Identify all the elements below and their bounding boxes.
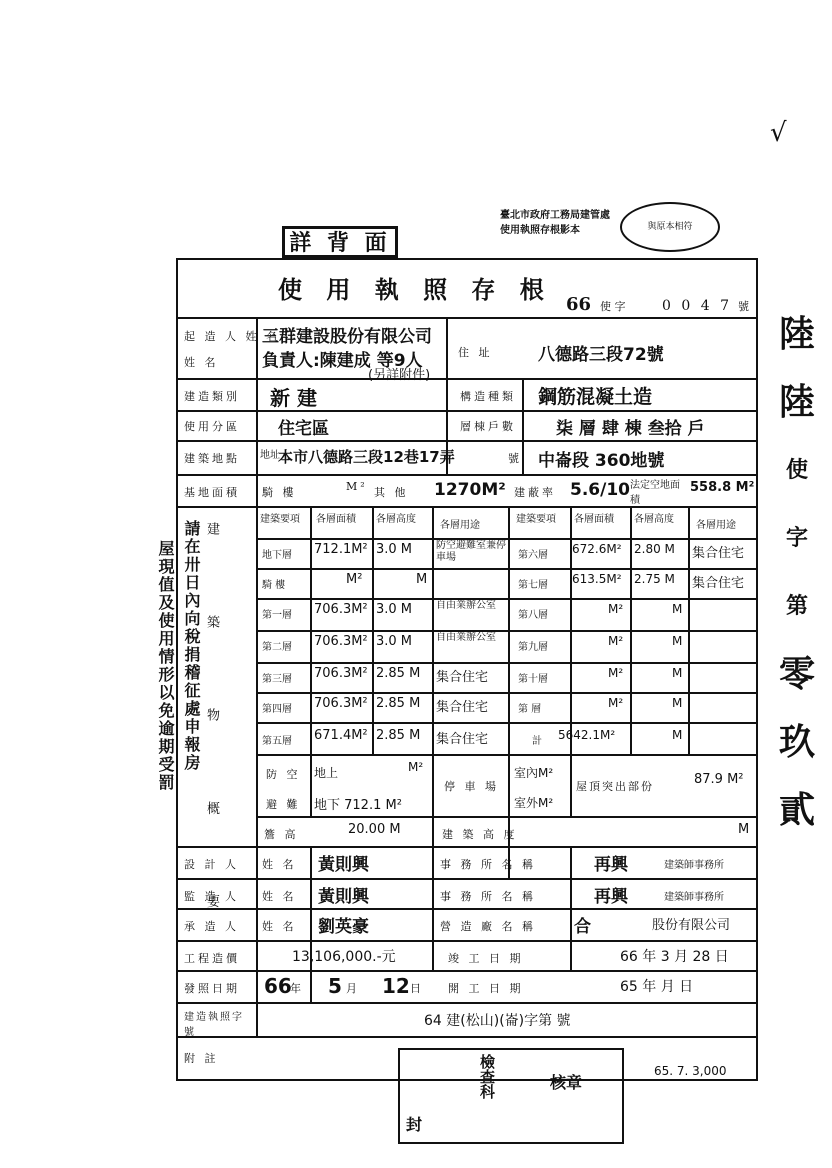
issue-year: 66 bbox=[264, 974, 292, 998]
right-char: 第 bbox=[785, 593, 808, 619]
note-label: 附 註 bbox=[184, 1052, 219, 1065]
inspection-stamp: 檢查科 bbox=[478, 1054, 496, 1099]
floor-area: 613.5M² bbox=[572, 572, 622, 586]
shelter-label-2: 避 難 bbox=[266, 798, 301, 811]
completion-date-label: 竣 工 日 期 bbox=[448, 952, 524, 965]
floor-name: 第十層 bbox=[518, 674, 548, 685]
owner-label: 起 造 人 姓 名 bbox=[184, 330, 280, 343]
cost-value: 13,106,000.-元 bbox=[292, 949, 396, 965]
zone-value: 住宅區 bbox=[278, 419, 329, 439]
build-permit-label: 建造執照字 號 bbox=[184, 1012, 244, 1038]
floor-height: 2.85 M bbox=[376, 666, 421, 681]
floor-area: 706.3M² bbox=[314, 602, 368, 617]
start-date-value: 65 年 月 日 bbox=[620, 979, 694, 995]
header-item: 建築要項 bbox=[260, 514, 300, 525]
form-code: 65. 7. 3,000 bbox=[654, 1064, 727, 1078]
parking-label: 停 車 場 bbox=[444, 780, 499, 793]
roof-projection-label: 屋頂突出部份 bbox=[576, 780, 654, 793]
permit-type: 使 字 bbox=[600, 300, 626, 313]
detail-back-label: 詳 背 面 bbox=[289, 230, 391, 256]
coverage-value: 5.6/10 bbox=[570, 480, 630, 500]
floor-area: 706.3M² bbox=[314, 666, 368, 681]
floors-units-label: 層棟戶數 bbox=[460, 420, 516, 433]
right-char: 陸 bbox=[778, 313, 815, 355]
person-role: 監 造 人 bbox=[184, 890, 239, 903]
form-title: 使 用 執 照 存 根 bbox=[278, 275, 552, 304]
owner-note: (另詳附件) bbox=[368, 368, 431, 383]
floor-area: 5642.1M² bbox=[558, 728, 616, 742]
permit-form bbox=[176, 258, 758, 1081]
floor-use: 防空避難室兼停車場 bbox=[436, 540, 506, 563]
permit-year: 66 bbox=[566, 294, 592, 315]
header-item-2: 建築要項 bbox=[516, 514, 556, 525]
address-label: 住 址 bbox=[458, 346, 493, 359]
person-role: 承 造 人 bbox=[184, 920, 239, 933]
floor-use: 集合住宅 bbox=[436, 670, 489, 685]
detail-back-stamp bbox=[282, 226, 398, 258]
floor-use: 集合住宅 bbox=[692, 576, 745, 591]
owner-name-label: 姓 名 bbox=[184, 356, 219, 369]
coverage-label: 建蔽率 bbox=[514, 486, 556, 499]
right-char: 使 bbox=[785, 457, 808, 483]
person-org-suffix: 建築師事務所 bbox=[664, 860, 724, 871]
issue-month: 5 bbox=[328, 974, 342, 998]
issue-date-label: 發照日期 bbox=[184, 982, 240, 995]
floor-height: M bbox=[672, 602, 683, 616]
floor-area: M² bbox=[608, 602, 624, 616]
floor-height: 2.85 M bbox=[376, 696, 421, 711]
parking-outdoor: 室外M² bbox=[514, 796, 554, 810]
person-org-label: 事 務 所 名 稱 bbox=[440, 858, 536, 871]
floor-height: M bbox=[416, 572, 428, 587]
floor-area: 706.3M² bbox=[314, 696, 368, 711]
shelter-label-1: 防 空 bbox=[266, 768, 301, 781]
shelter-above: 地上 bbox=[314, 766, 339, 780]
issue-month-unit: 月 bbox=[346, 982, 360, 995]
completion-date-value: 66 年 3 月 28 日 bbox=[620, 949, 729, 965]
structure-value: 鋼筋混凝土造 bbox=[538, 386, 653, 408]
building-type-value: 新 建 bbox=[270, 386, 317, 410]
floors-units-value: 柒 層 肆 棟 叁拾 戶 bbox=[556, 419, 705, 439]
eaves-label: 簷 高 bbox=[264, 828, 299, 841]
right-char: 字 bbox=[785, 525, 808, 551]
floor-area: M² bbox=[608, 634, 624, 648]
cost-label: 工程造價 bbox=[184, 952, 240, 965]
floor-use: 集合住宅 bbox=[436, 732, 489, 747]
arcade-area-label: 騎 樓 bbox=[262, 486, 297, 499]
right-char: 陸 bbox=[778, 381, 815, 423]
zone-label: 使用分區 bbox=[184, 420, 240, 433]
floor-height: M bbox=[672, 634, 683, 648]
site-address-label: 地址 bbox=[260, 450, 280, 461]
person-name-label: 姓 名 bbox=[262, 890, 297, 903]
site-area-label: 基地面積 bbox=[184, 486, 240, 499]
check-mark: √ bbox=[770, 118, 787, 148]
building-height-label: 建 築 高 度 bbox=[442, 828, 518, 841]
address-value: 八德路三段72號 bbox=[538, 345, 664, 365]
floor-area: 706.3M² bbox=[314, 634, 368, 649]
floor-height: M bbox=[672, 728, 683, 742]
inspection-seal-box bbox=[398, 1048, 624, 1144]
legal-open-area-value: 558.8 M² bbox=[690, 480, 755, 495]
person-name: 黃則興 bbox=[318, 887, 369, 907]
shelter-below: 地下 712.1 M² bbox=[314, 798, 402, 813]
floor-name: 第九層 bbox=[518, 642, 548, 653]
site-label: 建築地點 bbox=[184, 452, 240, 465]
legal-open-area-label: 法定空地面積 bbox=[630, 480, 680, 506]
person-name-label: 姓 名 bbox=[262, 920, 297, 933]
parking-indoor: 室內M² bbox=[514, 766, 554, 780]
build-permit-value: 64 建(松山)(崙)字第 號 bbox=[424, 1013, 571, 1029]
floor-height: 3.0 M bbox=[376, 602, 413, 617]
floor-height: M bbox=[672, 666, 683, 680]
issue-day-unit: 日 bbox=[410, 982, 424, 995]
certified-copy-stamp bbox=[500, 208, 730, 256]
floor-area: 712.1M² bbox=[314, 542, 368, 557]
person-name: 劉英豪 bbox=[318, 917, 369, 937]
floor-area: 672.6M² bbox=[572, 542, 622, 556]
floor-name: 第一層 bbox=[262, 610, 292, 621]
right-char: 貳 bbox=[778, 789, 815, 831]
floor-name: 騎 樓 bbox=[262, 580, 286, 591]
floor-area: M² bbox=[608, 666, 624, 680]
floor-use: 自由業辦公室 bbox=[436, 600, 496, 611]
right-char: 玖 bbox=[778, 721, 815, 763]
header-use: 各層用途 bbox=[440, 520, 480, 531]
person-org-suffix: 建築師事務所 bbox=[664, 892, 724, 903]
issue-day: 12 bbox=[382, 974, 410, 998]
floor-height: 3.0 M bbox=[376, 634, 413, 649]
floor-area: 671.4M² bbox=[314, 728, 368, 743]
permit-number: 0 0 4 7 bbox=[662, 298, 732, 314]
seal-char: 封 bbox=[406, 1115, 423, 1134]
person-name: 黃則興 bbox=[318, 855, 369, 875]
header-height-2: 各層高度 bbox=[634, 514, 674, 525]
floor-name: 地下層 bbox=[262, 550, 292, 561]
issue-year-unit: 年 bbox=[290, 982, 304, 995]
header-area-2: 各層面積 bbox=[574, 514, 614, 525]
eaves-value: 20.00 M bbox=[348, 822, 401, 837]
floor-name: 第八層 bbox=[518, 610, 548, 621]
approval-seal: 核章 bbox=[550, 1073, 583, 1092]
shelter-above-unit: M² bbox=[408, 760, 424, 774]
building-summary-label: 建 築 物 概 要 bbox=[204, 522, 219, 946]
structure-label: 構造種類 bbox=[460, 390, 516, 403]
other-area-label: 其 他 bbox=[374, 486, 409, 499]
header-height: 各層高度 bbox=[376, 514, 416, 525]
floor-height: 3.0 M bbox=[376, 542, 413, 557]
certified-copy-line2: 使用執照存根影本 bbox=[500, 225, 580, 236]
building-type-label: 建造類別 bbox=[184, 390, 240, 403]
floor-use: 集合住宅 bbox=[692, 546, 745, 561]
floor-name: 第七層 bbox=[518, 580, 548, 591]
person-org-label: 營 造 廠 名 稱 bbox=[440, 920, 536, 933]
right-margin-stamp bbox=[772, 300, 822, 844]
floor-name: 計 bbox=[532, 736, 542, 747]
other-area-value: 1270M² bbox=[434, 480, 506, 500]
header-use-2: 各層用途 bbox=[696, 520, 736, 531]
floor-height: 2.85 M bbox=[376, 728, 421, 743]
owner-representative: 負責人:陳建成 等9人 bbox=[262, 351, 423, 371]
roof-projection-value: 87.9 M² bbox=[694, 772, 744, 787]
site-address-value: 本市八德路三段12巷17弄 bbox=[278, 448, 455, 466]
person-org: 再興 bbox=[594, 887, 628, 907]
person-org-suffix: 股份有限公司 bbox=[652, 918, 731, 933]
certified-copy-line1: 臺北市政府工務局建管處 bbox=[500, 210, 610, 221]
site-lot-label: 號 bbox=[508, 452, 522, 465]
floor-name: 第五層 bbox=[262, 736, 292, 747]
tax-notice-right: 請在卅日內向稅捐稽征處申報房 bbox=[182, 520, 201, 772]
arcade-area-unit: M² bbox=[346, 480, 368, 493]
site-lot-value: 中崙段 360地號 bbox=[538, 451, 665, 471]
person-name-label: 姓 名 bbox=[262, 858, 297, 871]
floor-name: 第二層 bbox=[262, 642, 292, 653]
floor-name: 第 層 bbox=[518, 704, 542, 715]
floor-use: 自由業辦公室 bbox=[436, 632, 496, 643]
person-org-label: 事 務 所 名 稱 bbox=[440, 890, 536, 903]
permit-suffix: 號 bbox=[738, 300, 749, 313]
floor-use: 集合住宅 bbox=[436, 700, 489, 715]
floor-area: M² bbox=[608, 696, 624, 710]
floor-height: M bbox=[672, 696, 683, 710]
person-role: 設 計 人 bbox=[184, 858, 239, 871]
floor-name: 第四層 bbox=[262, 704, 292, 715]
floor-area: M² bbox=[346, 572, 363, 587]
floor-height: 2.80 M bbox=[634, 542, 675, 556]
person-org: 合 bbox=[574, 917, 591, 937]
floor-name: 第三層 bbox=[262, 674, 292, 685]
tax-notice-left: 屋現值及使用情形以免逾期受罰 bbox=[156, 540, 175, 792]
floor-name: 第六層 bbox=[518, 550, 548, 561]
floor-height: 2.75 M bbox=[634, 572, 675, 586]
right-char: 零 bbox=[778, 653, 815, 695]
building-height-value: M bbox=[738, 822, 750, 837]
owner-company: 三群建設股份有限公司 bbox=[262, 327, 432, 347]
header-area: 各層面積 bbox=[316, 514, 356, 525]
start-date-label: 開 工 日 期 bbox=[448, 982, 524, 995]
person-org: 再興 bbox=[594, 855, 628, 875]
certified-ring: 與原本相符 bbox=[620, 202, 720, 252]
